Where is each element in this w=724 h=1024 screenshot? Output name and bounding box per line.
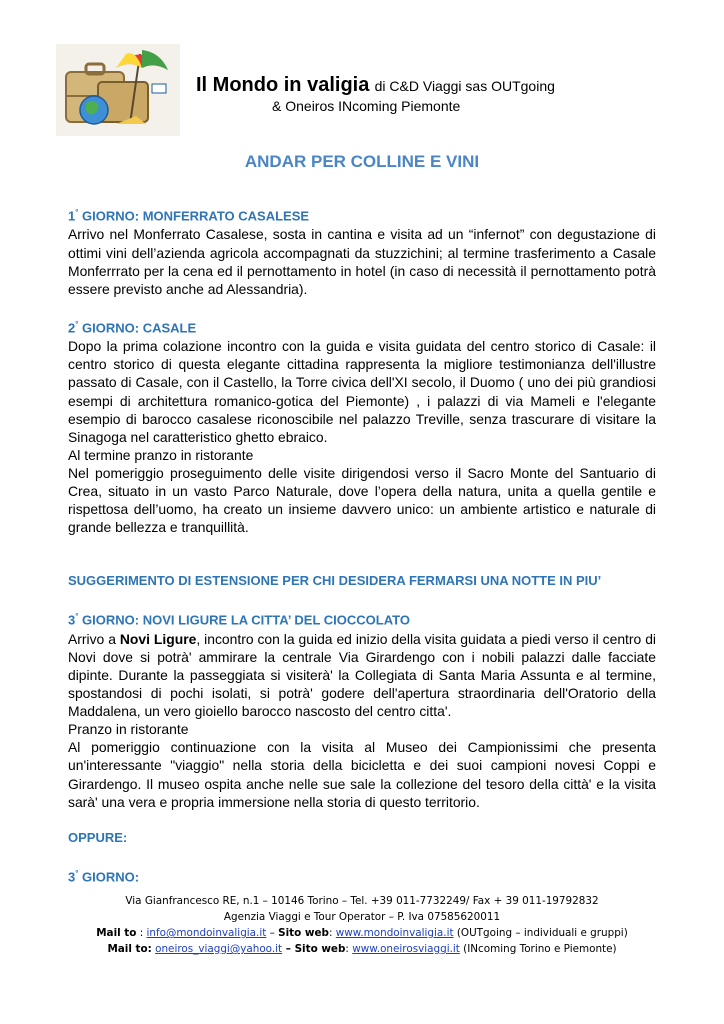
day2-text-1: Dopo la prima colazione incontro con la guida e visita guidata del centro storico di Casale: il centro storico di questa elegante cittadina rappresenta la migliore testimonianza dell'illustre passato di Casale, con il Castello, la Torre civica dell'XI secolo, il Duomo ( uno dei più grandiosi esempi di architettura romanico-gotica del Piemonte) , i palazzi di via Mameli e l'elegante esempio di barocco casalese riconoscibile nel palazzo Treville, senza trascurare di visitare la Sinagoga nel caratteristico ghetto ebraico. bbox=[68, 338, 656, 445]
web-link-oneiros[interactable]: www.oneirosviaggi.it bbox=[352, 943, 460, 955]
brand-name: Il Mondo in valigia bbox=[196, 74, 370, 96]
suggestion-heading: SUGGERIMENTO DI ESTENSIONE PER CHI DESIDERA FERMARSI UNA NOTTE IN PIU’ bbox=[68, 573, 602, 589]
document-body bbox=[68, 204, 656, 886]
day3-text-2: Pranzo in ristorante bbox=[68, 721, 189, 738]
day3b-heading: 3° GIORNO: bbox=[68, 868, 140, 885]
day3-text-3: Al pomeriggio continuazione con la visita al Museo dei Campionissimi che presenta un'interessante "viaggio" nella storia della bicicletta e dei suoi campioni novesi Coppi e Girardengo. Il museo ospita anche nelle sue sale la collezione del tesoro della città' e la visita sarà' una vera e propria immersione nella storia di questo territorio. bbox=[68, 739, 656, 810]
day3-heading: 3° GIORNO: NOVI LIGURE LA CITTA’ DEL CIOCCOLATO bbox=[68, 612, 410, 628]
footer-mail-1: Mail to : info@mondoinvaligia.it – Sito web: www.mondoinvaligia.it (OUTgoing – individuali e gruppi) bbox=[96, 927, 628, 939]
mail-link-oneiros[interactable]: oneiros_viaggi@yahoo.it bbox=[155, 943, 283, 955]
document-title: ANDAR PER COLLINE E VINI bbox=[244, 152, 480, 171]
mail-link-info[interactable]: info@mondoinvaligia.it bbox=[146, 927, 267, 939]
day2-heading: 2° GIORNO: CASALE bbox=[68, 319, 197, 336]
brand-suffix: di C&D Viaggi sas OUTgoing bbox=[374, 78, 555, 94]
day2-text-2: Al termine pranzo in ristorante bbox=[68, 446, 254, 463]
footer-agency: Agenzia Viaggi e Tour Operator – P. Iva 07585620011 bbox=[223, 911, 501, 923]
brand-line-2: & Oneiros INcoming Piemonte bbox=[272, 98, 461, 114]
day1-text: Arrivo nel Monferrato Casalese, sosta in cantina e visita ad un “infernot” con degustazione di ottimi vini dell’azienda agricola accompagnati da stuzzichini; al termine trasferimento a Casale Monferrrato per la cena ed il pernottamento in hotel (in caso di necessità il pernottamento potrà essere previsto anche ad Alessandria). bbox=[68, 226, 656, 297]
brand-line bbox=[196, 74, 555, 97]
day1-heading: 1° GIORNO: MONFERRATO CASALESE bbox=[68, 208, 310, 224]
day3-text-1: Arrivo a Novi Ligure, incontro con la guida ed inizio della visita guidata a piedi verso il centro di Novi dove si potrà' ammirare la centrale Via Girardengo con i nobili palazzi dalle facciate dipinte. Durante la passeggiata si visiterà' la Collegiata di Santa Maria Assunta e al termine, spostandosi di pochi isolati, si potrà' godere dell'apertura straordinaria dell'Oratorio della Maddalena, un vero gioiello barocco nascosto del centro citta'. bbox=[68, 630, 657, 720]
day2-text-3: Nel pomeriggio proseguimento delle visite dirigendosi verso il Sacro Monte del Santuario di Crea, situato in un vasto Parco Naturale, dove l’opera della natura, unita a quella gentile e rispettosa dell’uomo, ha creato un insieme davvero unico: un ambiente artistico e naturale di grande bellezza e tranquillità. bbox=[68, 464, 656, 536]
suitcase-logo bbox=[56, 44, 180, 136]
footer-mail-2: Mail to: oneiros_viaggi@yahoo.it – Sito web: www.oneirosviaggi.it (INcoming Torino e Piemonte) bbox=[107, 943, 617, 955]
footer bbox=[0, 893, 724, 957]
footer-address: Via Gianfrancesco RE, n.1 – 10146 Torino – Tel. +39 011-7732249/ Fax + 39 011-19792832 bbox=[125, 895, 599, 907]
web-link-mondoinvaligia[interactable]: www.mondoinvaligia.it bbox=[335, 927, 454, 939]
oppure-heading: OPPURE: bbox=[68, 829, 128, 845]
